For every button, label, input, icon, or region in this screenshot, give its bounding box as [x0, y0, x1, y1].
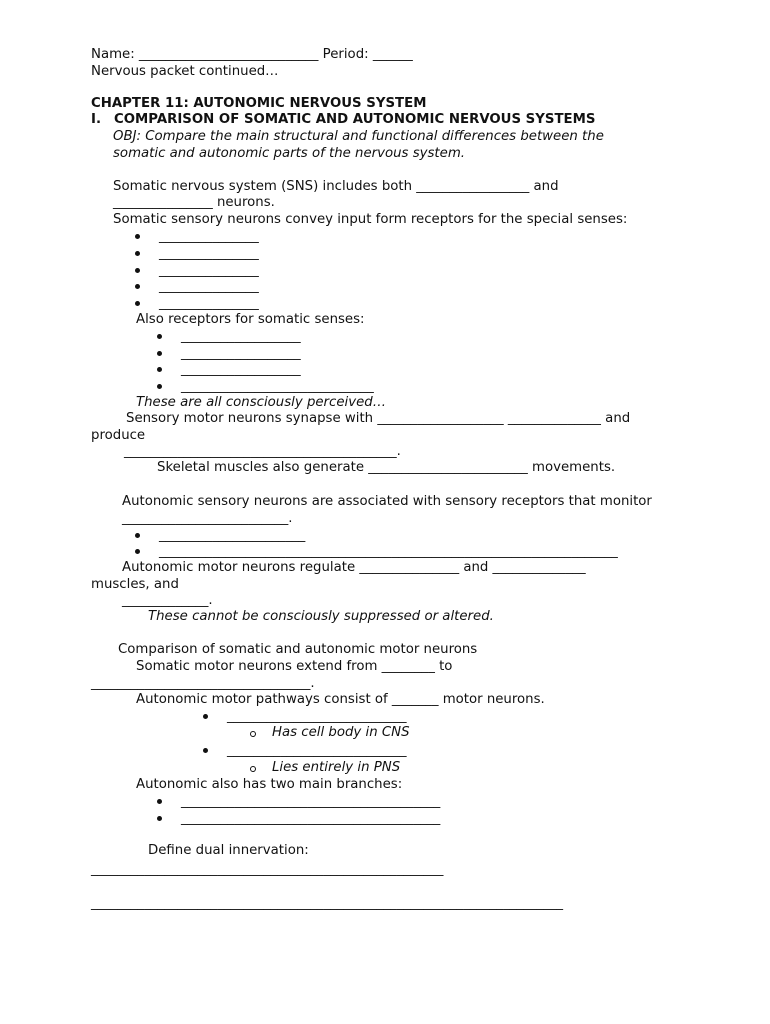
- sub-bullet-circle: [250, 731, 256, 737]
- produce-blank[interactable]: _________________________________________.: [124, 444, 401, 459]
- special-sense-blank[interactable]: _______________: [159, 229, 259, 244]
- consciously-perceived-note: These are all consciously perceived…: [136, 395, 386, 410]
- branches-prompt: Autonomic also has two main branches:: [136, 777, 403, 792]
- section-number: I.: [91, 112, 101, 127]
- special-senses-prompt: Somatic sensory neurons convey input form receptors for the special senses:: [113, 212, 628, 227]
- sns-includes-line[interactable]: Somatic nervous system (SNS) includes both _________________ and: [113, 179, 559, 194]
- somatic-sense-blank[interactable]: _____________________________: [181, 379, 374, 394]
- special-sense-blank[interactable]: _______________: [159, 263, 259, 278]
- autonomic-pathways-line[interactable]: Autonomic motor pathways consist of _______ motor neurons.: [136, 692, 545, 707]
- motor-neuron-1-note: Has cell body in CNS: [272, 725, 410, 740]
- somatic-sense-blank[interactable]: __________________: [181, 346, 301, 361]
- special-sense-blank[interactable]: _______________: [159, 279, 259, 294]
- branch-blank[interactable]: _______________________________________: [181, 794, 441, 809]
- bullet-dot: [157, 367, 162, 372]
- bullet-dot: [203, 714, 208, 719]
- ans-sensory-bullet-blank[interactable]: ______________________: [159, 528, 306, 543]
- dual-innervation-blank-2[interactable]: _______________________________________________________________________: [91, 896, 564, 911]
- bullet-dot: [203, 748, 208, 753]
- chapter-title: CHAPTER 11: AUTONOMIC NERVOUS SYSTEM: [91, 96, 427, 111]
- somatic-senses-prompt: Also receptors for somatic senses:: [136, 312, 365, 327]
- comparison-heading: Comparison of somatic and autonomic motor neurons: [118, 642, 478, 657]
- synapse-line[interactable]: Sensory motor neurons synapse with ___________________ ______________ and: [126, 411, 631, 426]
- motor-neuron-2-blank[interactable]: ___________________________: [227, 743, 407, 758]
- motor-neuron-1-blank[interactable]: ___________________________: [227, 709, 407, 724]
- bullet-dot: [135, 301, 140, 306]
- glands-blank[interactable]: _____________.: [122, 593, 213, 608]
- ans-sensory-line: Autonomic sensory neurons are associated with sensory receptors that monitor: [122, 494, 652, 509]
- somatic-sense-blank[interactable]: __________________: [181, 329, 301, 344]
- branch-blank[interactable]: _______________________________________: [181, 811, 441, 826]
- not-suppressed-note: These cannot be consciously suppressed or altered.: [148, 609, 494, 624]
- bullet-dot: [135, 268, 140, 273]
- bullet-dot: [157, 816, 162, 821]
- motor-neuron-2-note: Lies entirely in PNS: [272, 760, 401, 775]
- bullet-dot: [157, 799, 162, 804]
- objective-line-1: OBJ: Compare the main structural and functional differences between the: [113, 129, 604, 144]
- skeletal-movements-line[interactable]: Skeletal muscles also generate ________________________ movements.: [157, 460, 616, 475]
- ans-sensory-bullet-blank[interactable]: _____________________________________________________________________: [159, 544, 618, 559]
- bullet-dot: [157, 351, 162, 356]
- dual-innervation-label: Define dual innervation:: [148, 843, 309, 858]
- objective-line-2: somatic and autonomic parts of the nervous system.: [113, 146, 465, 161]
- bullet-dot: [135, 533, 140, 538]
- sub-bullet-circle: [250, 766, 256, 772]
- section-title: COMPARISON OF SOMATIC AND AUTONOMIC NERVOUS SYSTEMS: [114, 112, 596, 127]
- ans-motor-line[interactable]: Autonomic motor neurons regulate _______________ and ______________: [122, 560, 586, 575]
- produce-label: produce: [91, 428, 146, 443]
- packet-subtitle: Nervous packet continued…: [91, 64, 279, 79]
- somatic-extend-line[interactable]: Somatic motor neurons extend from ________ to: [136, 659, 453, 674]
- dual-innervation-blank-1[interactable]: _____________________________________________________: [91, 862, 444, 877]
- sns-neurons-blank[interactable]: _______________ neurons.: [113, 195, 275, 210]
- bullet-dot: [135, 284, 140, 289]
- bullet-dot: [135, 251, 140, 256]
- special-sense-blank[interactable]: _______________: [159, 246, 259, 261]
- bullet-dot: [157, 334, 162, 339]
- somatic-extend-blank[interactable]: _________________________________.: [91, 676, 315, 691]
- bullet-dot: [157, 384, 162, 389]
- somatic-sense-blank[interactable]: __________________: [181, 362, 301, 377]
- name-period-line[interactable]: Name: ___________________________ Period: ______: [91, 47, 413, 62]
- special-sense-blank[interactable]: _______________: [159, 296, 259, 311]
- bullet-dot: [135, 234, 140, 239]
- muscles-and-label: muscles, and: [91, 577, 179, 592]
- bullet-dot: [135, 549, 140, 554]
- ans-sensory-blank[interactable]: _________________________.: [122, 511, 293, 526]
